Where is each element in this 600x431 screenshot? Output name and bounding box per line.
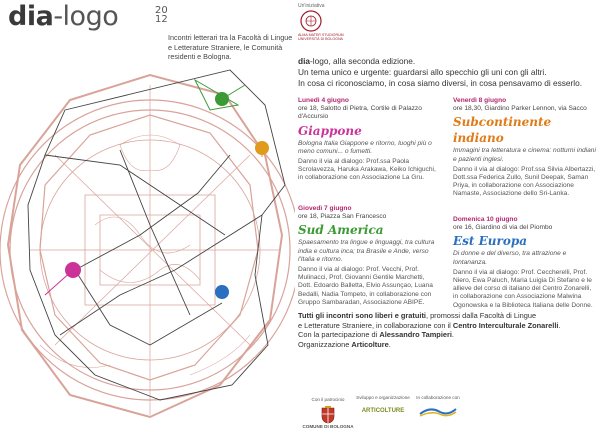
event-topic: Sud America: [298, 223, 384, 238]
poster-title: dia-logo: [8, 1, 119, 32]
university-label: Un'iniziativa: [298, 3, 325, 9]
university-seal-text: ALMA MATER STUDIORUM UNIVERSITÀ DI BOLOGNA: [298, 33, 344, 42]
event-details: Danno il via al dialogo: Prof.ssa Silvia Albertazzi, Dott.ssa Federica Zullo, Sunil Deepak, Saman Priya, in collaborazione con Associazione Namaste, Associazione dello Sri-Lanka.: [453, 165, 596, 198]
poster-year: 20 12: [155, 5, 168, 25]
footer-line4: Organizzazione Articolture.: [298, 339, 391, 349]
event-place: ore 18, Piazza San Francesco: [298, 213, 387, 221]
event-date: Lunedì 4 giugno: [298, 97, 349, 104]
event-details: Danno il via al dialogo: Prof.ssa Paola Scrolavezza, Haruka Arakawa, Keiko Ichiguchi, in collaborazione con Associazione La Gru.: [298, 158, 436, 182]
event-topic: Subcontinente indiano: [453, 115, 552, 146]
footer-text: [298, 311, 598, 349]
comune-crest-icon: [321, 406, 335, 424]
bologna-map-illustration: [0, 45, 295, 431]
footer-line1: Tutti gli incontri sono liberi e gratuiti, promossi dalla Facoltà di Lingue: [298, 311, 537, 320]
event-est-europa: [453, 216, 598, 310]
edition-line2: Un tema unico e urgente: guardarsi allo specchio gli uni con gli altri.: [298, 67, 547, 77]
sponsor-comune: [298, 397, 358, 429]
event-date: Venerdì 8 giugno: [453, 97, 507, 104]
edition-intro: [298, 56, 598, 89]
edition-brand: dia: [298, 56, 310, 66]
event-details: Danno il via al dialogo: Prof. Ceccherelli, Prof. Niero, Ewa Paluch, Maria Luigia Di Stefano e le allieve del corso di italiano del Centro Zonarelli, in collaborazione con Associazione Malwina Ogonowska e la Biblioteca Italiana delle Donne.: [453, 268, 593, 309]
event-description: Immagini tra letteratura e cinema: notturni indiani e pazienti inglesi.: [453, 147, 596, 163]
event-date: Giovedì 7 giugno: [298, 205, 352, 212]
articolture-logo: ARTICOLTURE: [361, 407, 405, 414]
intro-text: Incontri letterari tra la Facoltà di Lingue e Letterature Straniere, le Comunità residenti e Bologna.: [168, 33, 293, 61]
footer-line2: e Letterature Straniere, in collaborazione con il Centro Interculturale Zonarelli.: [298, 320, 561, 330]
event-topic: Giappone: [298, 123, 362, 138]
event-details: Danno il via al dialogo: Prof. Vecchi, Prof. Mulinacci, Prof. Giovanni Gentile Marchetti, Dott. Edoardo Balletta, Elvio Assunçao, Luana Bedalli, Nadia Tompeto, in collaborazione con Gruppo Sambaradan, Associazione ABIPE.: [298, 266, 433, 306]
event-place: ore 18,30, Giardino Parker Lennon, via Sacco: [453, 105, 587, 113]
sponsor-label: In collaborazione con: [416, 395, 460, 400]
edition-line1: -logo, alla seconda edizione.: [310, 56, 416, 66]
event-description: Di donne e del diverso, tra attrazione e lontananza.: [453, 250, 567, 266]
event-date: Domenica 10 giugno: [453, 216, 518, 223]
footer-line3: Con la partecipazione di Alessandro Tampieri.: [298, 330, 454, 340]
university-seal-icon: [300, 10, 322, 32]
event-description: Spaesamento tra lingue e linguaggi, tra cultura india e cultura inca; tra Brasile e Ande, verso l'Italia e ritorno.: [298, 239, 435, 263]
event-sud-america: [298, 205, 438, 307]
event-giappone: [298, 97, 438, 183]
sponsor-name: COMUNE DI BOLOGNA: [302, 423, 354, 429]
event-description: Bologna Italia Giappone e ritorno, luoghi più o meno comuni... o fumetti.: [298, 139, 432, 155]
event-place: ore 18, Salotto di Pietra, Cortile di Palazzo d'Accursio: [298, 105, 422, 121]
event-topic: Est Europa: [453, 234, 527, 249]
sponsor-articolture: [353, 395, 413, 414]
zonarelli-logo-icon: [418, 404, 458, 418]
sponsor-zonarelli: [408, 395, 468, 418]
sponsor-label: Sviluppo e organizzazione: [356, 395, 410, 400]
university-block: [298, 3, 358, 41]
event-subcontinente-indiano: [453, 97, 598, 199]
sponsors-row: [298, 363, 598, 429]
event-place: ore 16, Giardino di via del Piombo: [453, 224, 553, 232]
sponsor-label: Con il patrocinio: [311, 397, 345, 402]
edition-line3: In cosa ci riconosciamo, in cosa siamo diversi, in cosa pensavamo di esserlo.: [298, 78, 583, 88]
